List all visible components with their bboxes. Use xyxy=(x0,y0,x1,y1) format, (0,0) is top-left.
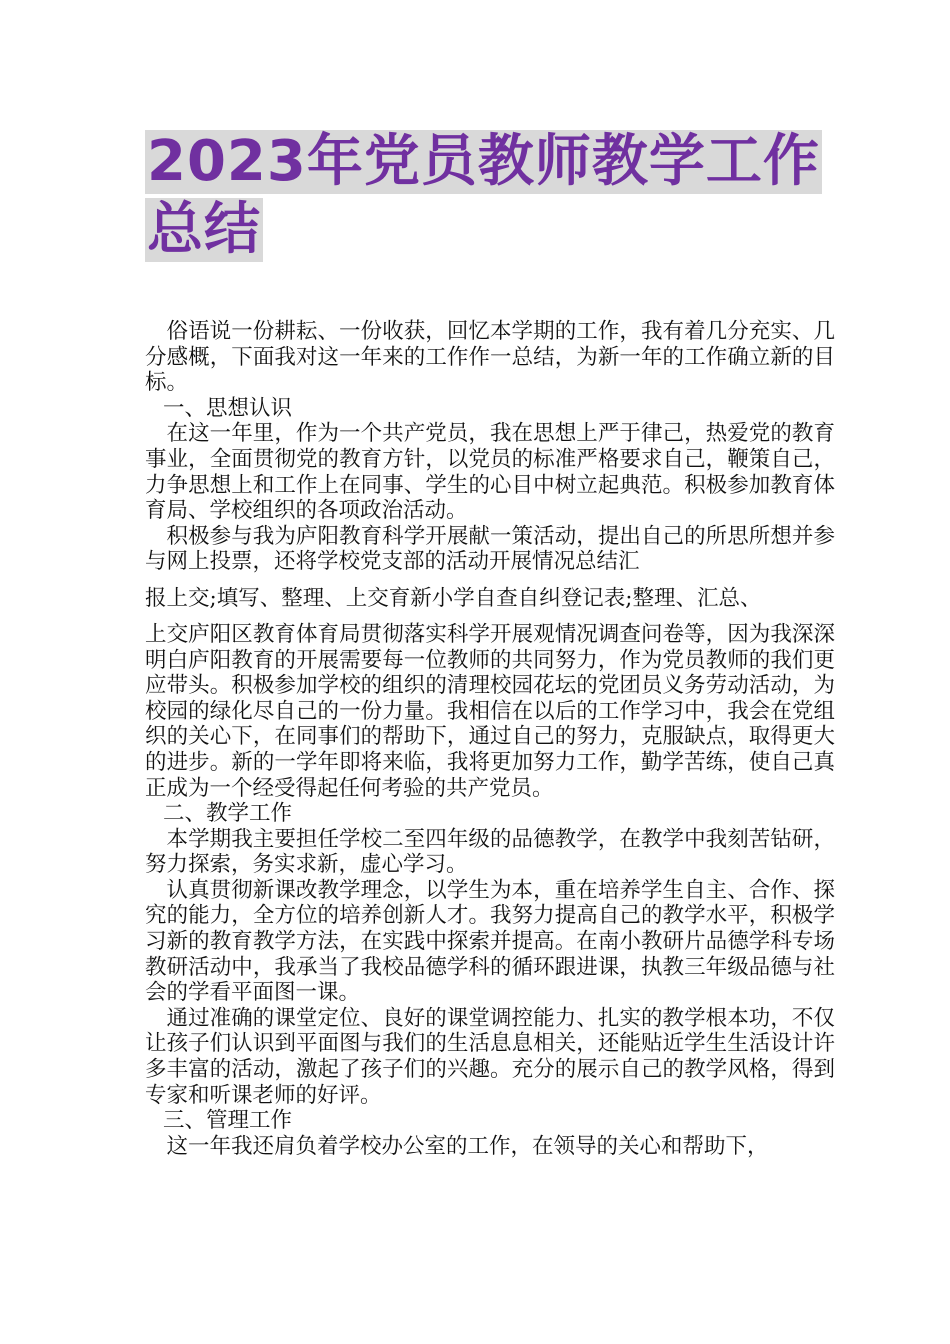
paragraph: 通过准确的课堂定位、良好的课堂调控能力、扎实的教学根本功，不仅让孩子们认识到平面图与我们的生活息息相关，还能贴近学生生活设计许多丰富的活动，激起了孩子们的兴趣。充分的展示自己的教学风格，得到专家和听课老师的好评。 xyxy=(145,1005,835,1108)
title-line-1: 2023年党员教师教学工作 xyxy=(147,129,820,194)
title-line-2: 总结 xyxy=(147,197,261,262)
document-body xyxy=(145,319,835,1159)
section-heading-1: 一、思想认识 xyxy=(163,395,293,421)
paragraph: 在这一年里，作为一个共产党员，我在思想上严于律己，热爱党的教育事业，全面贯彻党的教育方针，以党员的标准严格要求自己，鞭策自己，力争思想上和工作上在同事、学生的心目中树立起典范。积极参加教育体育局、学校组织的各项政治活动。 xyxy=(145,421,835,524)
paragraph-line: 报上交;填写、整理、上交育新小学自查自纠登记表;整理、汇总、 xyxy=(145,585,762,611)
paragraph: 本学期我主要担任学校二至四年级的品德教学，在教学中我刻苦钻研，努力探索，务实求新，虚心学习。 xyxy=(145,826,835,878)
paragraph: 上交庐阳区教育体育局贯彻落实科学开展观情况调查问卷等，因为我深深明白庐阳教育的开展需要每一位教师的共同努力，作为党员教师的我们更应带头。积极参加学校的组织的清理校园花坛的党团员义务劳动活动，为校园的绿化尽自己的一份力量。我相信在以后的工作学习中，我会在党组织的关心下，在同事们的帮助下，通过自己的努力，克服缺点，取得更大的进步。新的一学年即将来临，我将更加努力工作，勤学苦练，使自己真正成为一个经受得起任何考验的共产党员。 xyxy=(145,621,835,801)
section-heading-2: 二、教学工作 xyxy=(163,801,293,827)
paragraph: 认真贯彻新课改教学理念，以学生为本，重在培养学生自主、合作、探究的能力，全方位的培养创新人才。我努力提高自己的教学水平，积极学习新的教育教学方法，在实践中探索并提高。在南小教研片品德学科专场教研活动中，我承当了我校品德学科的循环跟进课，执教三年级品德与社会的学看平面图一课。 xyxy=(145,877,835,1006)
intro-paragraph: 俗语说一份耕耘、一份收获，回忆本学期的工作，我有着几分充实、几分感概，下面我对这一年来的工作作一总结，为新一年的工作确立新的目标。 xyxy=(145,319,835,396)
document-title xyxy=(145,129,820,262)
section-heading-3: 三、管理工作 xyxy=(163,1108,293,1134)
paragraph: 积极参与我为庐阳教育科学开展献一策活动，提出自己的所思所想并参与网上投票，还将学校党支部的活动开展情况总结汇 xyxy=(145,523,835,575)
paragraph: 这一年我还肩负着学校办公室的工作，在领导的关心和帮助下， xyxy=(166,1133,769,1159)
